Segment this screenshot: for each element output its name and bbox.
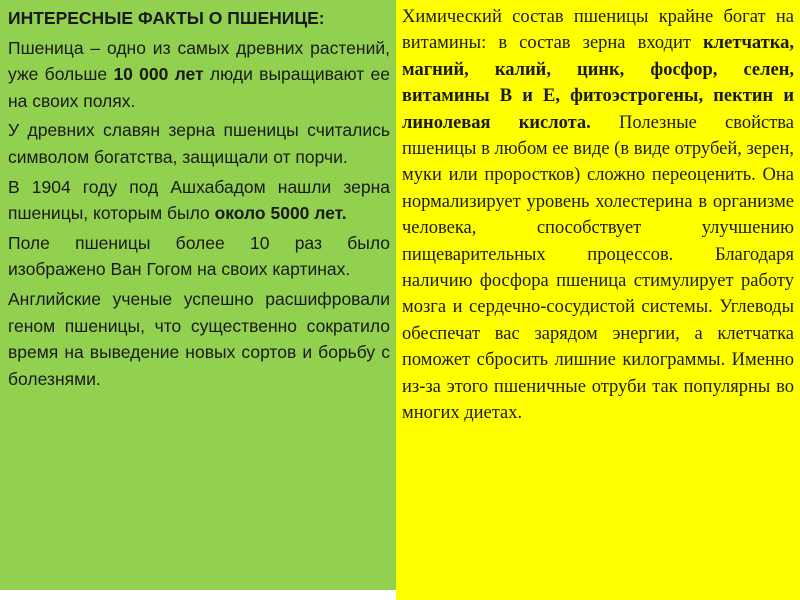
composition-panel xyxy=(396,0,800,600)
fact-paragraph-2: У древних славян зерна пшеницы считались символом богатства, защищали от порчи. xyxy=(8,120,390,167)
facts-panel xyxy=(0,0,396,590)
fact-paragraph-1 xyxy=(8,35,390,115)
fact-1-highlight: 10 000 лет xyxy=(113,64,204,85)
fact-3-highlight: около 5000 лет. xyxy=(214,203,347,224)
composition-text-b: Полезные свойства пшеницы в любом ее виде (в виде отрубей, зерен, муки или проростков) сложно переоценить. Она нормализирует уровень холестерина в организме человека, способствует улучшению пищеварительных процессов. Благодаря наличию фосфора пшеница стимулирует работу мозга и сердечно-сосудистой системы. Углеводы обеспечат вас зарядом энергии, а клетчатка поможет сбросить лишние килограммы. Именно из-за этого пшеничные отруби так популярны во многих диетах. xyxy=(402,112,794,424)
fact-3-text-a: В 1904 году под Ашхабадом нашли зерна пшеницы, которым было xyxy=(8,176,390,224)
facts-heading: ИНТЕРЕСНЫЕ ФАКТЫ О ПШЕНИЦЕ: xyxy=(8,8,325,28)
fact-paragraph-5: Английские ученые успешно расшифровали геном пшеницы, что существенно сократило время на выведение новых сортов и борьбу с болезнями. xyxy=(8,288,390,389)
fact-1-text-c: люди выращивают ее на своих полях. xyxy=(8,64,390,111)
composition-paragraph xyxy=(402,4,794,427)
composition-highlight: клетчатка, магний, калий, цинк, фосфор, селен, витамины В и Е, фитоэстрогены, пектин и линолевая кислота. xyxy=(402,33,794,133)
fact-paragraph-4: Поле пшеницы более 10 раз было изображено Ван Гогом на своих картинах. xyxy=(8,232,390,280)
composition-text-a: Химический состав пшеницы крайне богат на витамины: в состав зерна входит xyxy=(402,7,794,54)
fact-paragraph-3 xyxy=(8,174,390,227)
fact-1-text-a: Пшеница – одно из самых древних растений, уже больше xyxy=(8,37,390,85)
